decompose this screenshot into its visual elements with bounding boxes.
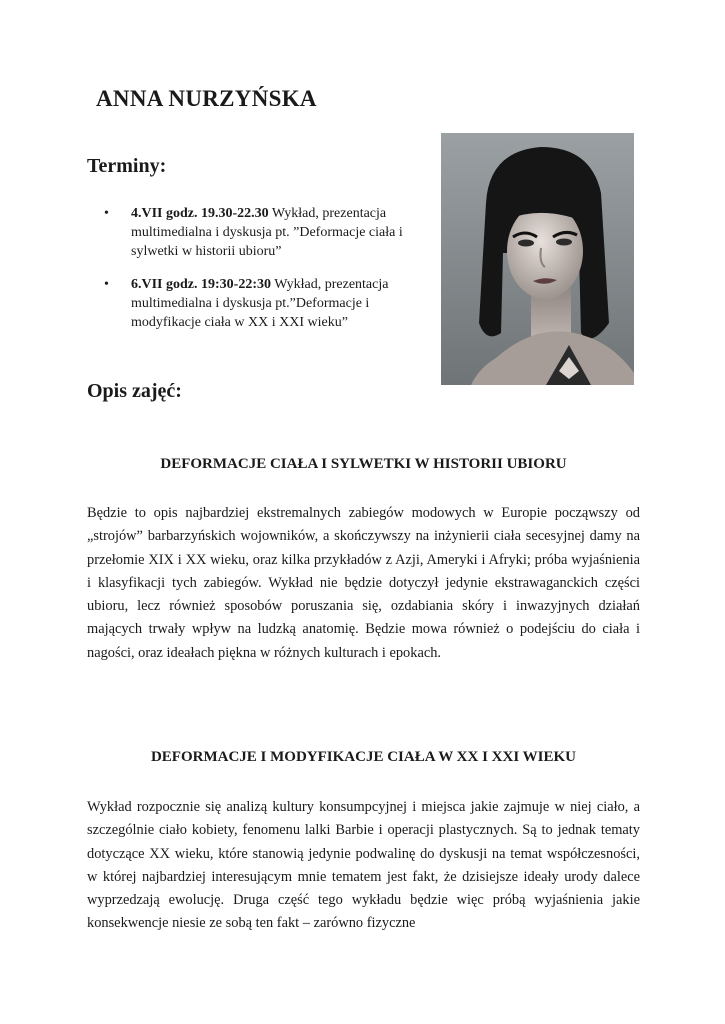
- section-body: Będzie to opis najbardziej ekstremalnych zabiegów modowych w Europie począwszy od „strojów” barbarzyńskich wojowników, a skończywszy na inżynierii ciała secesyjnej damy na przełomie XIX i XX wieku, oraz kilka przykładów z Azji, Ameryki i Afryki; próba wyjaśnienia i klasyfikacji tych zabiegów. Wykład nie będzie dotyczył jedynie ekstrawaganckich części ubioru, lecz również sposobów poruszania się, ozdabiania skóry i inwazyjnych działań mających trwały wpływ na ludzką anatomię. Będzie mowa również o podejściu do ciała i nagości, oraz ideałach piękna w różnych kulturach i epokach.: [87, 505, 640, 661]
- section-heading: DEFORMACJE CIAŁA I SYLWETKI W HISTORII UBIORU: [160, 456, 567, 472]
- terms-list: [100, 204, 430, 346]
- section-heading: DEFORMACJE I MODYFIKACJE CIAŁA W XX I XXI WIEKU: [150, 749, 577, 765]
- section-body: Wykład rozpocznie się analizą kultury konsumpcyjnej i miejsca jakie zajmuje w niej ciało, a szczególnie ciało kobiety, fenomenu lalki Barbie i operacji plastycznych. Są to jednak tematy dotyczące XX wieku, które stanowią jedynie podwalinę do dyskusji na temat współczesności, w której najbardziej interesującym mnie tematem jest fakt, że dzisiejsze ideały urody dalece wyprzedzają ewolucję. Druga część tego wykładu będzie więc próbą wyjaśnienia jakie konsekwencje niesie ze sobą ten fakt – zarówno fizyczne: [87, 799, 640, 932]
- term-text: Wykład, prezentacja multimedialna i dyskusja pt.”Deformacje i modyfikacje ciała w XX i XXI wieku”: [131, 277, 389, 330]
- term-date: 4.VII godz. 19.30-22.30: [131, 206, 269, 221]
- bullet-icon: •: [104, 206, 109, 221]
- page-title: ANNA NURZYŃSKA: [96, 86, 317, 111]
- terms-heading: Terminy:: [87, 155, 167, 177]
- term-text: Wykład, prezentacja multimedialna i dyskusja pt. ”Deformacje ciała i sylwetki w historii ubioru”: [131, 206, 403, 259]
- list-item: [100, 204, 430, 261]
- term-date: 6.VII godz. 19:30-22:30: [131, 277, 271, 292]
- description-heading: Opis zajęć:: [87, 380, 182, 402]
- bullet-icon: •: [104, 277, 109, 292]
- portrait-photo: [441, 133, 634, 385]
- list-item: [100, 275, 430, 332]
